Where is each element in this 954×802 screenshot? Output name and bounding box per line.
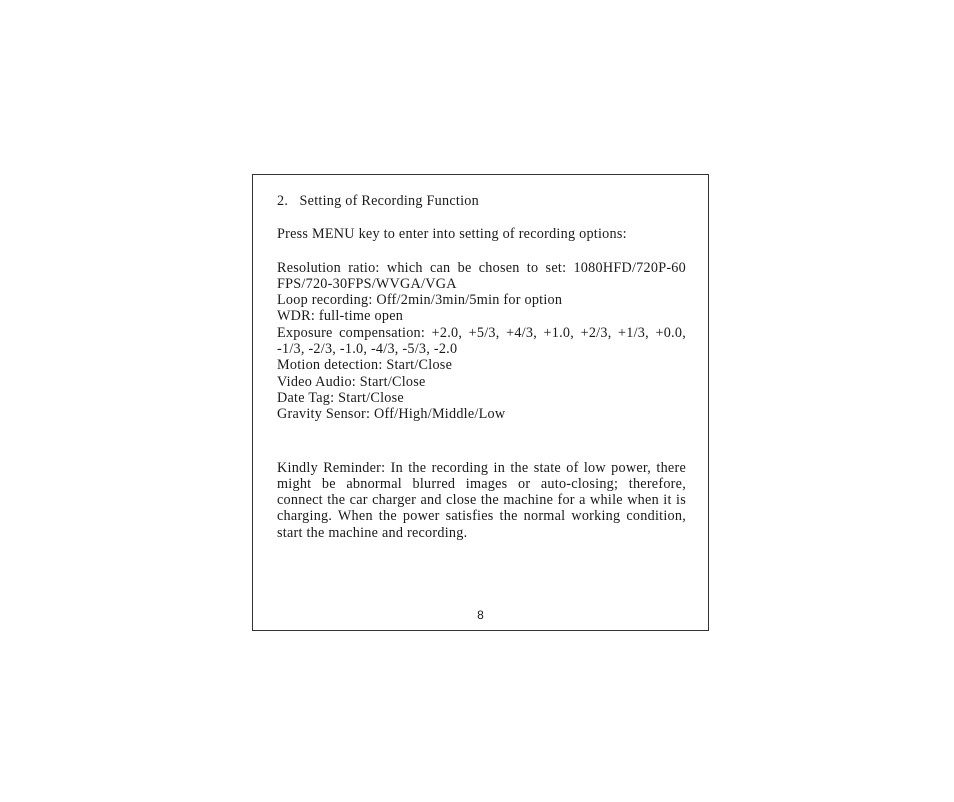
page-number: 8	[477, 608, 484, 622]
setting-gravity-sensor: Gravity Sensor: Off/High/Middle/Low	[277, 406, 506, 423]
manual-page	[252, 174, 709, 631]
setting-resolution: Resolution ratio: which can be chosen to set: 1080HFD/720P-60 FPS/720-30FPS/WVGA/VGA	[277, 259, 698, 292]
setting-date-tag: Date Tag: Start/Close	[277, 389, 404, 406]
setting-exposure-compensation: Exposure compensation: +2.0, +5/3, +4/3, +1.0, +2/3, +1/3, +0.0, -1/3, -2/3, -1.0, -4/3, -5/3, -2.0	[277, 324, 686, 358]
section-heading: 2. Setting of Recording Function	[277, 193, 479, 209]
recording-settings-list	[277, 259, 698, 423]
intro-text: Press MENU key to enter into setting of recording options:	[277, 226, 627, 243]
kindly-reminder: Kindly Reminder: In the recording in the state of low power, there might be abnormal blurred images or auto-closing; therefore, connect the car charger and close the machine for a while when it is charging. When the power satisfies the normal working condition, start the machine and recording.	[277, 459, 686, 541]
page-content	[277, 193, 698, 541]
setting-motion-detection: Motion detection: Start/Close	[277, 357, 453, 374]
setting-wdr: WDR: full-time open	[277, 308, 404, 325]
setting-video-audio: Video Audio: Start/Close	[277, 373, 426, 390]
setting-loop-recording: Loop recording: Off/2min/3min/5min for option	[277, 292, 563, 309]
